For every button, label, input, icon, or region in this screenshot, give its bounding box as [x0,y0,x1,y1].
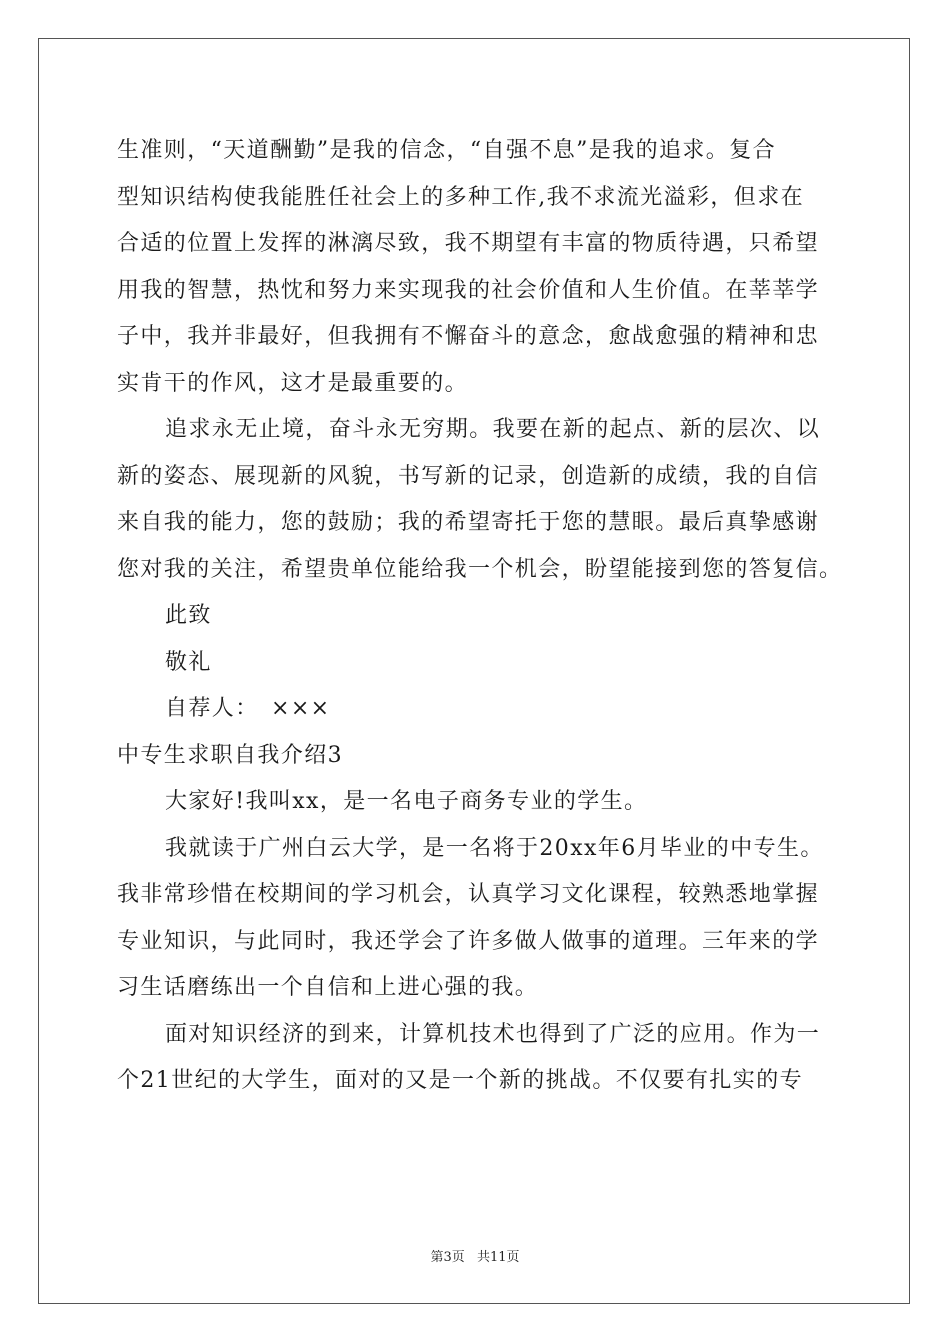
text-line-21: 个21世纪的大学生，面对的又是一个新的挑战。不仅要有扎实的专 [117,1068,803,1093]
text-line-7: 追求永无止境，奋斗永无穷期。我要在新的起点、新的层次、以 [165,417,821,442]
text-line-15: 大家好!我叫xx，是一名电子商务专业的学生。 [165,789,648,814]
text-line-8: 新的姿态、展现新的风貌，书写新的记录，创造新的成绩，我的自信 [117,463,820,489]
text-line-6: 实肯干的作风，这才是最重要的。 [117,370,469,396]
text-line-19: 习生话磨练出一个自信和上进心强的我。 [117,975,539,1000]
text-line-1: 生准则，“天道酬勤”是我的信念，“自强不息”是我的追求。复合 [117,138,776,163]
text-line-3: 合适的位置上发挥的淋漓尽致，我不期望有丰富的物质待遇，只希望 [117,231,820,256]
section-heading: 中专生求职自我介绍3 [117,742,343,768]
text-line-10: 您对我的关注，希望贵单位能给我一个机会，盼望能接到您的答复信。 [117,556,843,582]
closing-regards: 敬礼 [165,649,212,675]
text-line-20: 面对知识经济的到来，计算机技术也得到了广泛的应用。作为一 [165,1021,821,1047]
page-total: 共11页 [476,1250,520,1265]
text-line-17: 我非常珍惜在校期间的学习机会，认真学习文化课程，较熟悉地掌握 [117,882,820,907]
text-line-9: 来自我的能力，您的鼓励；我的希望寄托于您的慧眼。最后真挚感谢 [117,510,820,535]
text-line-18: 专业知识，与此同时，我还学会了许多做人做事的道理。三年来的学 [117,928,820,954]
document-body [117,128,843,1105]
closing-salutation: 此致 [165,603,212,628]
page-number: 第3页 [430,1250,465,1265]
text-line-4: 用我的智慧，热忱和努力来实现我的社会价值和人生价值。在莘莘学 [117,277,820,303]
signature-line: 自荐人： ××× [165,696,331,721]
text-line-2: 型知识结构使我能胜任社会上的多种工作,我不求流光溢彩，但求在 [117,184,804,210]
text-line-16: 我就读于广州白云大学，是一名将于20xx年6月毕业的中专生。 [165,835,824,861]
page-footer [0,1246,950,1265]
text-line-5: 子中，我并非最好，但我拥有不懈奋斗的意念，愈战愈强的精神和忠 [117,324,820,349]
